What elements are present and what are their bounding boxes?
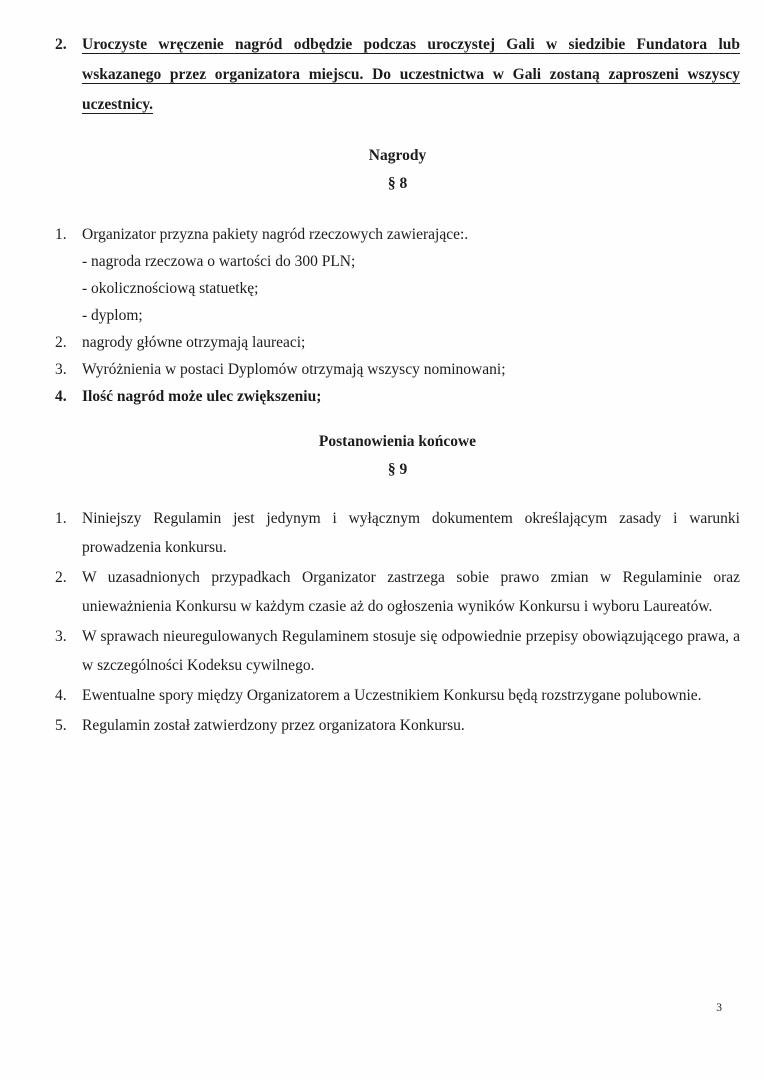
- list-item: [55, 711, 740, 740]
- list-item-text: Regulamin został zatwierdzony przez organizatora Konkursu.: [82, 717, 465, 734]
- list-item-number: 4.: [55, 388, 67, 405]
- intro-item-text: Uroczyste wręczenie nagród odbędzie podczas uroczystej Gali w siedzibie Fundatora lub wskazanego przez organizatora miejscu. Do uczestnictwa w Gali zostaną zaproszeni wszyscy uczestnicy.: [82, 36, 740, 113]
- list-item: [55, 383, 740, 410]
- section-title: Postanowienia końcowe: [318, 433, 477, 450]
- section-heading-nagrody: [55, 147, 740, 193]
- list-item: [55, 681, 740, 710]
- sub-list-item: - okolicznościową statuetkę;: [82, 280, 259, 297]
- list-item-number: 5.: [55, 717, 67, 734]
- list-item: [55, 622, 740, 680]
- section-title: Nagrody: [368, 147, 427, 164]
- paragraph-symbol: § 8: [387, 175, 408, 192]
- sub-list-item: - nagroda rzeczowa o wartości do 300 PLN;: [82, 253, 356, 270]
- intro-list-item: [55, 30, 740, 120]
- list-item-text: W uzasadnionych przypadkach Organizator zastrzega sobie prawo zmian w Regulaminie oraz unieważnienia Konkursu w każdym czasie aż do ogłoszenia wyników Konkursu i wyboru Laureatów.: [82, 569, 740, 615]
- list-item-text: W sprawach nieuregulowanych Regulaminem stosuje się odpowiednie przepisy obowiązującego prawa, a w szczególności Kodeksu cywilnego.: [82, 628, 740, 674]
- list-item-text: Organizator przyzna pakiety nagród rzeczowych zawierające:.: [82, 226, 469, 243]
- list-item-number: 2.: [55, 36, 67, 53]
- sub-list-item: - dyplom;: [82, 307, 143, 324]
- list-item-number: 4.: [55, 687, 67, 704]
- list-item-number: 3.: [55, 361, 67, 378]
- list-item-number: 2.: [55, 334, 67, 351]
- list-item: [55, 504, 740, 562]
- list-item: [55, 329, 740, 356]
- nagrody-list: [55, 221, 740, 410]
- list-item-number: 1.: [55, 510, 67, 527]
- section-heading-koncowe: [55, 433, 740, 479]
- postanowienia-list: [55, 504, 740, 740]
- list-item-number: 1.: [55, 226, 67, 243]
- list-item: [55, 563, 740, 621]
- list-item-number: 2.: [55, 569, 67, 586]
- list-item: [55, 221, 740, 248]
- list-item-text: Ewentualne spory między Organizatorem a Uczestnikiem Konkursu będą rozstrzygane polubownie.: [82, 687, 702, 704]
- list-item-text: Niniejszy Regulamin jest jedynym i wyłącznym dokumentem określającym zasady i warunki prowadzenia konkursu.: [82, 510, 740, 556]
- list-item-number: 3.: [55, 628, 67, 645]
- list-item-text: nagrody główne otrzymają laureaci;: [82, 334, 306, 351]
- page-number: 3: [716, 1002, 722, 1014]
- list-item-text: Ilość nagród może ulec zwiększeniu;: [82, 388, 322, 405]
- paragraph-symbol: § 9: [387, 461, 408, 478]
- list-item-text: Wyróżnienia w postaci Dyplomów otrzymają wszyscy nominowani;: [82, 361, 506, 378]
- list-item: [55, 356, 740, 383]
